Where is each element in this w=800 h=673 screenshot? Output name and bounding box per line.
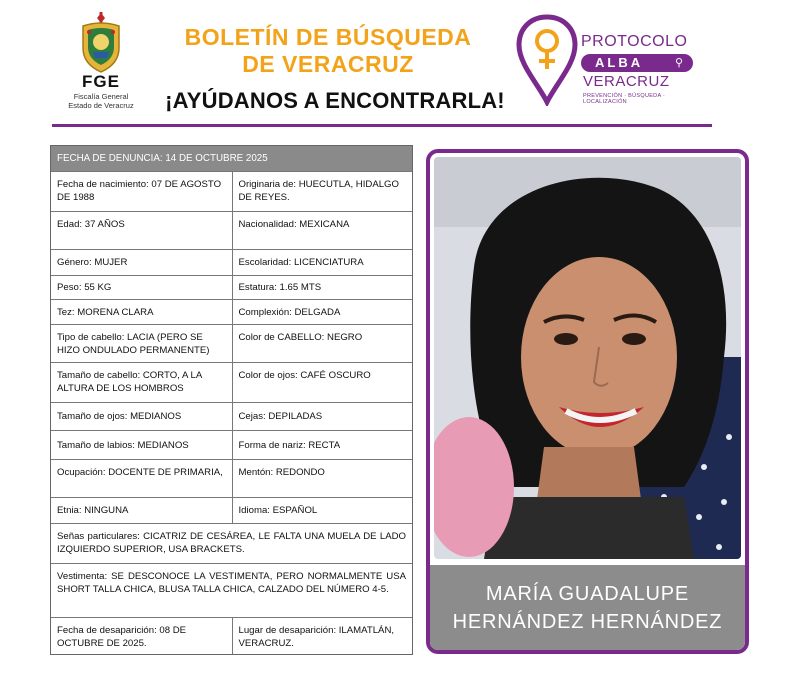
table-row bbox=[51, 211, 412, 249]
particular-signs: Señas particulares: CICATRIZ DE CESÁREA, LE FALTA UNA MUELA DE LADO IZQUIERDO SUPERIOR, USA BRACKETS. bbox=[57, 531, 406, 555]
fge-logo bbox=[58, 12, 144, 118]
height: Estatura: 1.65 MTS bbox=[232, 276, 413, 299]
bulletin-subtitle: ¡AYÚDANOS A ENCONTRARLA! bbox=[165, 88, 505, 113]
bulletin-title bbox=[178, 24, 478, 78]
location-pin-icon bbox=[516, 14, 578, 106]
fge-name-line2: Estado de Veracruz bbox=[68, 101, 134, 110]
table-row bbox=[51, 275, 412, 299]
table-row bbox=[51, 249, 412, 275]
table-row bbox=[51, 299, 412, 324]
table-row bbox=[51, 497, 412, 523]
fge-acronym: FGE bbox=[82, 72, 120, 91]
weight: Peso: 55 KG bbox=[57, 282, 112, 293]
hair-type: Tipo de cabello: LACIA (PERO SE HIZO ONDULADO PERMANENTE) bbox=[57, 332, 210, 356]
lip-size: Tamaño de labios: MEDIANOS bbox=[57, 439, 189, 451]
table-row bbox=[51, 617, 412, 654]
language: Idioma: ESPAÑOL bbox=[232, 498, 413, 523]
bulletin-title-line2: DE VERACRUZ bbox=[242, 51, 414, 77]
table-row bbox=[51, 430, 412, 459]
clothing: Vestimenta: SE DESCONOCE LA VESTIMENTA, PERO NORMALMENTE USA SHORT TALLA CHICA, BLUSA TALLA CHICA, CALZADO DEL NÚMERO 4-5. bbox=[57, 571, 406, 595]
fge-shield-icon bbox=[75, 12, 127, 74]
search-icon: ⚲ bbox=[674, 57, 683, 69]
alba-protocol-label: PROTOCOLO bbox=[581, 33, 688, 50]
bulletin-title-line1: BOLETÍN DE BÚSQUEDA bbox=[184, 24, 472, 50]
gender: Género: MUJER bbox=[57, 257, 128, 268]
origin: Originaria de: HUECUTLA, HIDALGO DE REYES. bbox=[232, 172, 413, 211]
eyebrows: Cejas: DEPILADAS bbox=[232, 403, 413, 430]
table-row bbox=[51, 362, 412, 402]
alba-tagline: PREVENCIÓN · BÚSQUEDA · LOCALIZACIÓN bbox=[583, 93, 666, 105]
hair-color: Color de CABELLO: NEGRO bbox=[232, 325, 413, 362]
person-name-band bbox=[430, 565, 745, 650]
build: Complexión: DELGADA bbox=[232, 300, 413, 324]
person-name-line2: HERNÁNDEZ HERNÁNDEZ bbox=[452, 610, 723, 633]
nationality: Nacionalidad: MEXICANA bbox=[232, 212, 413, 249]
alba-pill-label: ALBA bbox=[595, 55, 644, 70]
personal-info-table bbox=[50, 145, 413, 655]
alba-pill bbox=[581, 54, 693, 72]
report-date-row bbox=[51, 146, 412, 171]
skin-tone: Tez: MORENA CLARA bbox=[57, 306, 154, 318]
missing-person-photo bbox=[434, 157, 741, 559]
disappearance-place: Lugar de desaparición: ILAMATLÁN, VERACRUZ. bbox=[232, 618, 413, 654]
header-divider bbox=[52, 124, 712, 127]
occupation: Ocupación: DOCENTE DE PRIMARIA, bbox=[57, 467, 223, 478]
particular-signs-row bbox=[51, 523, 412, 563]
age: Edad: 37 AÑOS bbox=[57, 219, 125, 230]
protocolo-alba-logo bbox=[516, 14, 706, 110]
missing-person-card bbox=[426, 149, 749, 654]
table-row bbox=[51, 171, 412, 211]
education: Escolaridad: LICENCIATURA bbox=[232, 250, 413, 275]
alba-state-label: VERACRUZ bbox=[583, 73, 670, 90]
nose-shape: Forma de nariz: RECTA bbox=[232, 431, 413, 459]
clothing-row bbox=[51, 563, 412, 617]
birth-date: Fecha de nacimiento: 07 DE AGOSTO DE 1988 bbox=[57, 179, 222, 203]
eye-size: Tamaño de ojos: MEDIANOS bbox=[57, 411, 182, 422]
eye-color: Color de ojos: CAFÉ OSCURO bbox=[232, 363, 413, 402]
portrait-illustration bbox=[434, 157, 741, 559]
chin: Mentón: REDONDO bbox=[232, 460, 413, 497]
person-name-line1: MARÍA GUADALUPE bbox=[485, 582, 690, 605]
ethnicity: Etnia: NINGUNA bbox=[57, 505, 129, 516]
table-row bbox=[51, 324, 412, 362]
fge-name-line1: Fiscalía General bbox=[73, 92, 129, 101]
disappearance-date: Fecha de desaparición: 08 DE OCTUBRE DE 2025. bbox=[57, 625, 187, 649]
hair-length: Tamaño de cabello: CORTO, A LA ALTURA DE LOS HOMBROS bbox=[57, 370, 202, 394]
table-row bbox=[51, 402, 412, 430]
table-row bbox=[51, 459, 412, 497]
report-date: FECHA DE DENUNCIA: 14 DE OCTUBRE 2025 bbox=[57, 153, 268, 164]
